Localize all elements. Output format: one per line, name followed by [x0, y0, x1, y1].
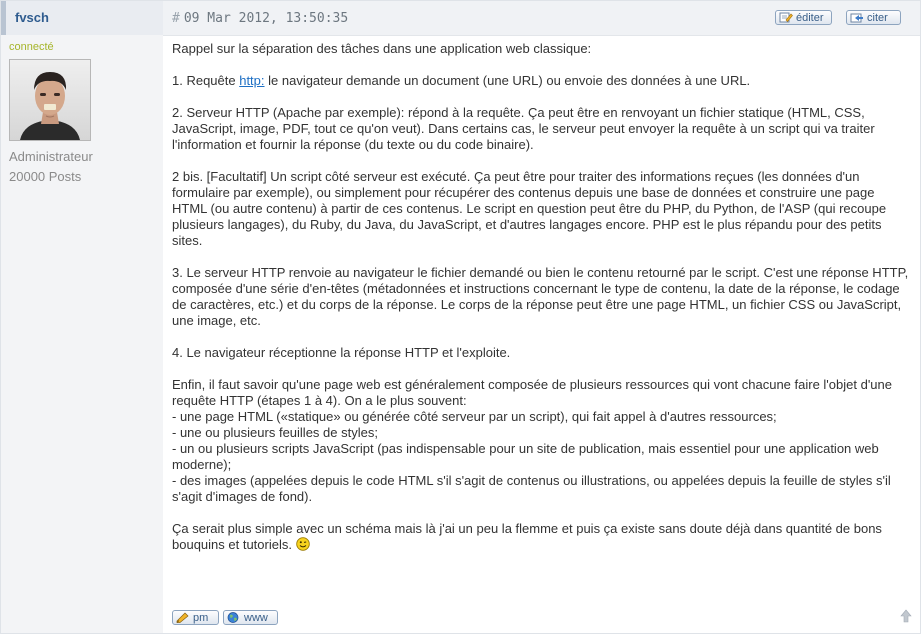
edit-button[interactable] — [775, 10, 832, 25]
author-bar — [1, 1, 163, 35]
quote-button[interactable] — [846, 10, 901, 25]
author-sidebar — [1, 1, 163, 633]
pen-message-icon — [176, 612, 190, 623]
wink-smiley-icon — [296, 537, 310, 551]
http-link[interactable]: http: — [239, 73, 265, 88]
permalink-hash[interactable]: # — [172, 11, 180, 26]
quote-button-label: citer — [867, 11, 888, 24]
step-1-end: le navigateur demande un document (une URL) ou envoie des données à une URL. — [264, 73, 751, 88]
avatar — [9, 59, 91, 141]
author-post-count: 20000 Posts — [9, 169, 82, 184]
author-name[interactable]: fvsch — [15, 10, 49, 25]
www-button-label: www — [244, 611, 268, 624]
paragraph-resources — [172, 377, 912, 505]
paragraph-step-2-bis: 2 bis. [Facultatif] Un script côté serveur est exécuté. Ça peut être pour traiter des informations reçues (les données d'un formulaire par exemple), ou simplement pour récupérer des contenus depuis une base de données et construire une page HTML (ou autre contenu) à partir de ces contenus. Le script en question peut être du PHP, du Python, de l'ASP (qui recoupe plusieurs langages), du Ruby, du Java, du JavaScript, et d'autres langages encore. PHP est le plus répandu pour des petits sites. — [172, 169, 887, 248]
resource-item-html: - une page HTML («statique» ou générée côté serveur par un script), qui fait appel à d'autres ressources; — [172, 409, 777, 424]
step-1-start: 1. Requête — [172, 73, 240, 88]
author-rank: Administrateur — [9, 149, 93, 164]
paragraph-intro: Rappel sur la séparation des tâches dans une application web classique: — [172, 41, 592, 56]
private-message-button[interactable] — [172, 610, 219, 625]
post-body — [172, 41, 912, 569]
post-content — [163, 1, 920, 633]
paragraph-step-4: 4. Le navigateur réceptionne la réponse HTTP et l'exploite. — [172, 345, 511, 360]
website-button[interactable] — [223, 610, 278, 625]
paragraph-conclusion — [172, 521, 912, 553]
post-date-text: 09 Mar 2012, 13:50:35 — [183, 11, 349, 26]
up-arrow-icon[interactable] — [900, 609, 912, 623]
paragraph-step-3: 3. Le serveur HTTP renvoie au navigateur le fichier demandé ou bien le contenu retourné par le script. C'est une réponse HTTP, composée d'une série d'en-têtes (métadonnées et instructions concernant le type de contenu, la date de la réponse, le codage de caractères, etc.) et du corps de la réponse. Le corps de la réponse peut être une page HTML, un fichier CSS ou JavaScript, une image, etc. — [172, 265, 909, 328]
pm-button-label: pm — [193, 611, 209, 624]
globe-icon — [227, 612, 241, 623]
quote-arrow-icon — [850, 12, 864, 23]
online-status: connecté — [9, 41, 54, 53]
conclusion-text: Ça serait plus simple avec un schéma mais là j'ai un peu la flemme et puis ça existe sans doute déjà dans quantité de bons bouquins et tutoriels. — [172, 521, 882, 552]
post-date — [172, 11, 348, 26]
paragraph-step-1 — [172, 73, 912, 89]
paragraph-step-2: 2. Serveur HTTP (Apache par exemple): répond à la requête. Ça peut être en renvoyant un fichier statique (HTML, CSS, JavaScript, image, PDF, tout ce qu'on veut). Dans certains cas, le serveur peut envoyer la requête à un script qui va traiter l'information et fournir la réponse (du texte ou du code binaire). — [172, 105, 875, 152]
resource-item-css: - une ou plusieurs feuilles de styles; — [172, 425, 378, 440]
post-header — [163, 1, 920, 36]
resources-intro: Enfin, il faut savoir qu'une page web est généralement composée de plusieurs ressources qui vont chacune faire l'objet d'une requête HTTP (étapes 1 à 4). On a le plus souvent: — [172, 377, 892, 408]
avatar-portrait-icon — [10, 60, 90, 140]
edit-button-label: éditer — [796, 11, 824, 24]
resource-item-js: - un ou plusieurs scripts JavaScript (pas indispensable pour un site de publication, mais essentiel pour une application web moderne); — [172, 441, 879, 472]
resource-item-images: - des images (appelées depuis le code HTML s'il s'agit de contenus ou illustrations, ou appelées depuis la feuille de styles s'il s'agit d'images de fond). — [172, 473, 891, 504]
pencil-note-icon — [779, 12, 793, 23]
